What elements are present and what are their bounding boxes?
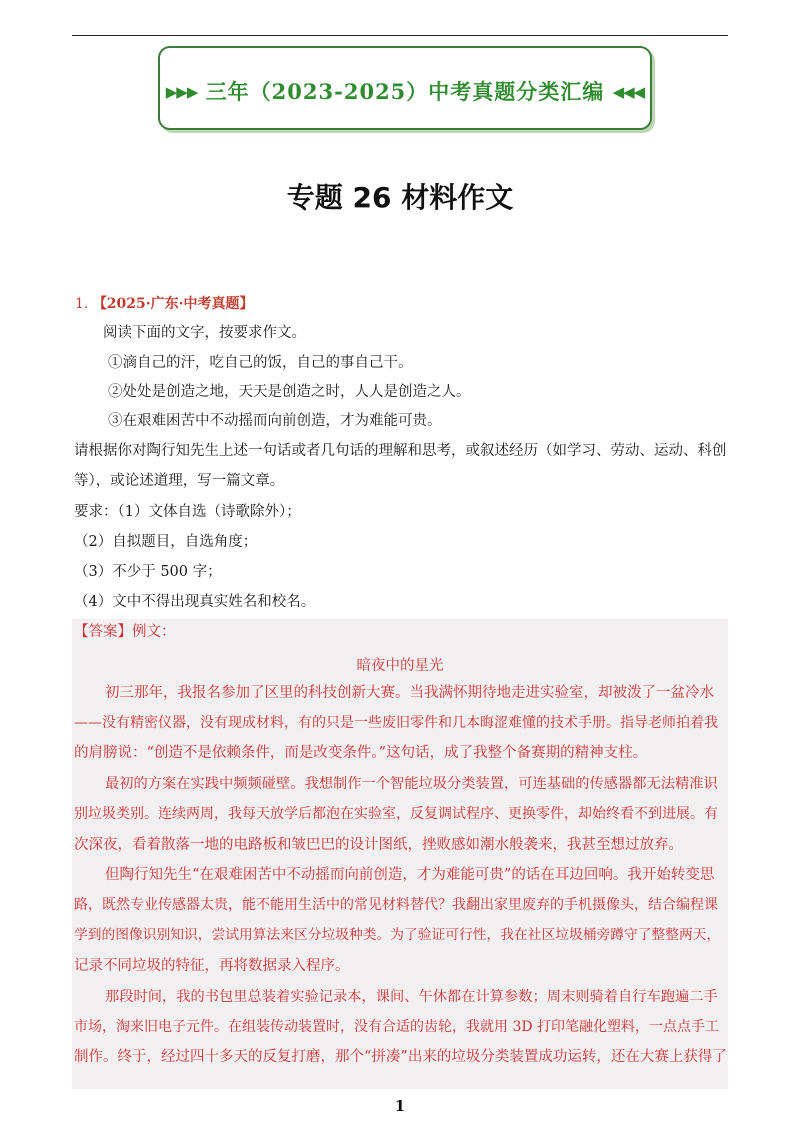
essay-line: ——没有精密仪器，没有现成材料，有的只是一些废旧零件和几本晦涩难懂的技术手册。指导老师拍着我 [74,715,718,731]
banner-title: 三年（2023-2025）中考真题分类汇编 [205,79,605,104]
requirement-1: 要求：（1）文体自选（诗歌除外）； [74,504,301,520]
essay-line: 学到的图像识别知识，尝试用算法来区分垃圾种类。为了验证可行性，我在社区垃圾桶旁蹲守了整整两天， [74,927,721,943]
requirement-2: （2）自拟题目，自选角度； [74,534,258,550]
header-rule [72,35,728,36]
series-banner [158,46,652,130]
essay-line: 但陶行知先生“在艰难困苦中不动摇而向前创造，才为难能可贵”的话在耳边回响。我开始转变思 [105,867,715,883]
page-number: 1 [394,1097,406,1115]
prompt-line-1: 请根据你对陶行知先生上述一句话或者几句话的理解和思考，或叙述经历（如学习、劳动、运动、科创 [74,443,727,459]
essay-line: 制作。终于，经过四十多天的反复打磨，那个“拼凑”出来的垃圾分类装置成功运转，还在大赛上获得了 [74,1049,727,1065]
arrow-right-icon: ▶▶▶ [165,83,198,101]
essay-line: 路，既然专业传感器太贵，能不能用生活中的常见材料替代？我翻出家里废弃的手机摄像头，结合编程课 [74,897,718,913]
essay-line: 最初的方案在实践中频频碰壁。我想制作一个智能垃圾分类装置，可连基础的传感器都无法精准识 [105,776,718,792]
quote-3: ③在艰难困苦中不动摇而向前创造，才为难能可贵。 [108,413,442,429]
essay-line: 市场，淘来旧电子元件。在组装传动装置时，没有合适的齿轮，我就用 3D 打印笔融化塑料，一点点手工 [74,1019,720,1035]
page-title: 专题 26 材料作文 [286,181,514,214]
banner-text [160,76,650,106]
question-source-tag: 【2025·广东·中考真题】 [92,296,254,312]
question-instruction: 阅读下面的文字，按要求作文。 [103,325,306,341]
quote-1: ①滴自己的汗，吃自己的饭，自己的事自己干。 [108,355,413,371]
essay-line: 记录不同垃圾的特征，再将数据录入程序。 [74,958,350,974]
question-header [75,293,254,313]
requirement-4: （4）文中不得出现真实姓名和校名。 [74,594,316,610]
essay-line: 初三那年，我报名参加了区里的科技创新大赛。当我满怀期待地走进实验室，却被泼了一盆冷水 [105,685,714,701]
essay-line: 那段时间，我的书包里总装着实验记录本，课间、午休都在计算参数；周末则骑着自行车跑遍二手 [105,989,718,1005]
essay-line: 别垃圾类别。连续两周，我每天放学后都泡在实验室，反复调试程序、更换零件，却始终看不到进展。有 [74,806,718,822]
essay-line: 次深夜，看着散落一地的电路板和皱巴巴的设计图纸，挫败感如潮水般袭来，我甚至想过放弃。 [74,837,683,853]
arrow-left-icon: ◀◀◀ [612,83,645,101]
requirement-3: （3）不少于 500 字； [74,564,222,580]
answer-label: 【答案】例文： [74,624,176,640]
essay-line: 的肩膀说：“创造不是依赖条件，而是改变条件。”这句话，成了我整个备赛期的精神支柱。 [74,745,648,761]
quote-2: ②处处是创造之地，天天是创造之时，人人是创造之人。 [108,384,471,400]
prompt-line-2: 等），或论述道理，写一篇文章。 [74,473,285,489]
question-number: 1. [75,296,89,312]
essay-title: 暗夜中的星光 [356,658,444,674]
